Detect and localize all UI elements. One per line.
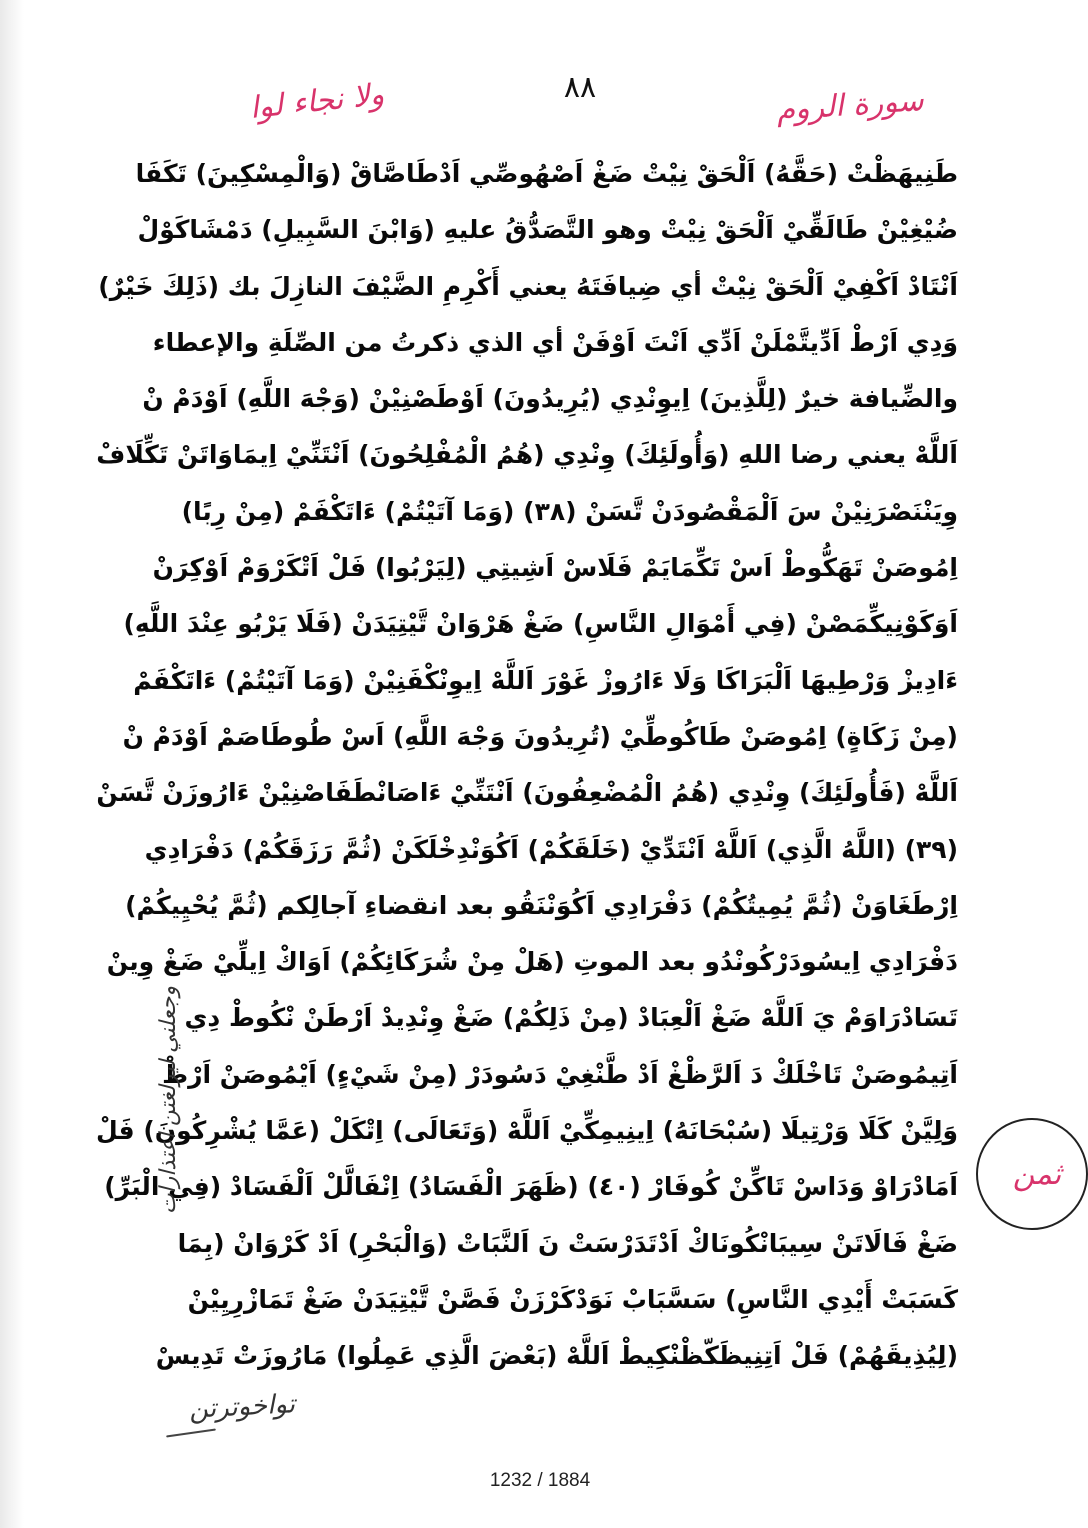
text-line-1: طَنِيهَظْتْ (حَقَّهُ) اَلْحَقْ نِيْتْ ضَغْ اَصْهُوصِّي اَدْطَاصَّاقْ (وَالْمِسْكِينَ) تَكَفَا: [135, 159, 958, 188]
text-line-5: والضِّيافة خيرٌ (لِلَّذِينَ) اِيوِنْدِي (يُرِيدُونَ) اَوْطَصْنِيْنْ (وَجْهَ اللَّهِ) اَوْدَمْ نْ: [142, 384, 958, 414]
text-line-20: ضَغْ فَالَاتَنْ سِيبَانْكُونَاكْ اَدْتَدَرْسَتْ نَ اَلنَّبَاتْ (وَالْبَحْرِ) اَدْ كَرْوَانْ (بِمَا: [177, 1228, 958, 1258]
handwritten-surah-title: سورة الروم: [775, 82, 925, 129]
text-line-6: اَللَّهْ يعني رضا اللهِ (وَأُولَئِكَ) وِنْدِي (هُمُ الْمُفْلِحُونَ) اَنْتَنِّيْ اِيمَاوَاتَنْ تَكِّلَافْ: [96, 440, 958, 470]
text-line-7: وِيَنْنَصْرَنِيْنْ سَ اَلْمَقْصُودَنْ تَّسَنْ (٣٨) (وَمَا آتَيْتُمْ) ءَاتَكْفَمْ (مِنْ رِبًا): [181, 496, 958, 526]
text-line-10: ءَادِيزْ وَرْطِيهَا اَلْبَرَاكَا وَلَا ءَارُوزْ غَوْرَ اَللَّهْ اِيوِنْكْفَنِيْنْ (وَمَا آتَيْتُمْ) ءَاتَكْفَمْ: [133, 665, 958, 695]
text-line-13: (٣٩) (اللَّهُ الَّذِي) اَللَّهْ اَنْتَدِّيْ (خَلَقَكُمْ) اَكُوَنْدِخْلَكَنْ (ثُمَّ رَزَقَكُمْ) دَفْرَادِي: [144, 834, 958, 864]
handwritten-header-note-left: ولا نجاء لوا: [248, 77, 386, 126]
text-line-17: اَتِيمُوصَنْ تَاخْلَكْ دَ اَلرَّظْغْ اَدْ طَّنْغِيْ دَسُودَرْ (مِنْ شَيْءٍ) اَيْمُوصَنْ اَرْطْ: [162, 1059, 958, 1089]
text-line-8: اِمُوصَنْ تَهَكُّوطْ اَسْ تَكِّمَايَمْ فَلَاسْ اَشِيتِي (لِيَرْبُوا) فَلْ اَتْكَرْوَمْ اَوْكِرَنْ: [152, 553, 958, 583]
handwritten-margin-note-bottom: تواخوترتن: [188, 1389, 296, 1425]
margin-section-marker: [976, 1118, 1088, 1230]
text-line-12: اَللَّهْ (فَأُولَئِكَ) وِنْدِي (هُمُ الْمُضْعِفُونَ) اَنْتَنِّيْ ءَاصَانْطَفَاصْنِيْنْ ءَارُوزَنْ تَّسَنْ: [96, 778, 958, 808]
handwritten-margin-note-vertical: وجعلني ليرلغتن اعتذارات: [156, 985, 181, 1215]
margin-section-marker-label: ثمن: [1012, 1156, 1062, 1192]
text-line-9: اَوَكَوْنِيكِّمَصْنْ (فِي أَمْوَالِ النَّاسِ) ضَغْ هَرْوَانْ تَّيْتِيَدَنْ (فَلَا يَرْبُو عِنْدَ اللَّهِ): [123, 609, 958, 639]
scan-edge-shadow: [0, 0, 24, 1528]
text-line-2: ضُيْغِيْنْ طَالَقِّيْ اَلْحَقْ نِيْتْ وهو التَّصَدُّقُ عليهِ (وَابْنَ السَّبِيلِ) دَمْشَاكَوْلْ: [137, 215, 958, 245]
text-line-21: كَسَبَتْ أَيْدِي النَّاسِ) سَسَّبَابْ نَوَدْكَرْزَنْ فَصَّنْ تَّيْتِيَدَنْ ضَغْ تَمَازْرِيِيْنْ: [187, 1284, 958, 1314]
text-line-4: وَدِي اَرْطْ اَدِّيتَّمْلَنْ اَدِّي اَنْتَ اَوْفَنْ أي الذي ذكرتُ من الصِّلَةِ والإعطاء: [152, 327, 958, 357]
page-counter: 1232 / 1884: [489, 1470, 591, 1491]
page-number: ٨٨: [563, 70, 597, 105]
text-line-14: اِرْطَغَاوَنْ (ثُمَّ يُمِيتُكُمْ) دَفْرَادِي اَكُوَنْنَقُو بعد انقضاءِ آجالِكم (ثُمَّ يُحْيِيكُمْ): [125, 890, 958, 920]
text-line-19: اَمَادْرَاوْ وَدَاسْ تَاكِّنْ كُوفَارْ (٤٠) (ظَهَرَ الْفَسَادُ) اِنْفَالَّلْ اَلْفَسَادْ (فِي الْبَرِّ): [104, 1172, 958, 1202]
text-line-16: تَسَادْرَاوَمْ يَ اَللَّهْ ضَغْ اَلْعِبَادْ (مِنْ ذَلِكُمْ) ضَغْ وِنْدِيدْ اَرْطَنْ نْكُوطْ دِي: [184, 1003, 958, 1033]
text-line-15: دَفْرَادِي اِيسُودَرْكُونْدُو بعد الموتِ (هَلْ مِنْ شُرَكَائِكُمْ) اَوَاكْ اِيلِّيْ ضَغْ وِينْ: [106, 947, 958, 977]
text-line-22: (لِيُذِيقَهُمْ) فَلْ اَتِنِيظَكّظْنْكِيطْ اَللَّهْ (بَعْضَ الَّذِي عَمِلُوا) مَارُوزَتْ تَدِيسْ: [155, 1341, 958, 1371]
text-line-3: اَنْتَادْ اَكْفِيْ اَلْحَقْ نِيْتْ أي ضِيافَتَهُ يعني أَكْرِمِ الضَّيْفَ النازِلَ بك (ذَلِكَ خَيْرٌ): [98, 271, 958, 301]
handwritten-stroke: [166, 1429, 216, 1438]
text-line-18: وَلِيَّنْ كَلَا وَرْتِيلَا (سُبْحَانَهُ) اِينِيمِكِّيْ اَللَّهْ (وَتَعَالَى) اِتْكَلْ (عَمَّا يُشْرِكُونَ) فَلْ: [95, 1116, 958, 1146]
text-line-11: (مِنْ زَكَاةٍ) اِمُوصَنْ طَاكُوطِّيْ (تُرِيدُونَ وَجْهَ اللَّهِ) اَسْ طُوطَاصَمْ اَوْدَمْ نْ: [122, 721, 958, 751]
